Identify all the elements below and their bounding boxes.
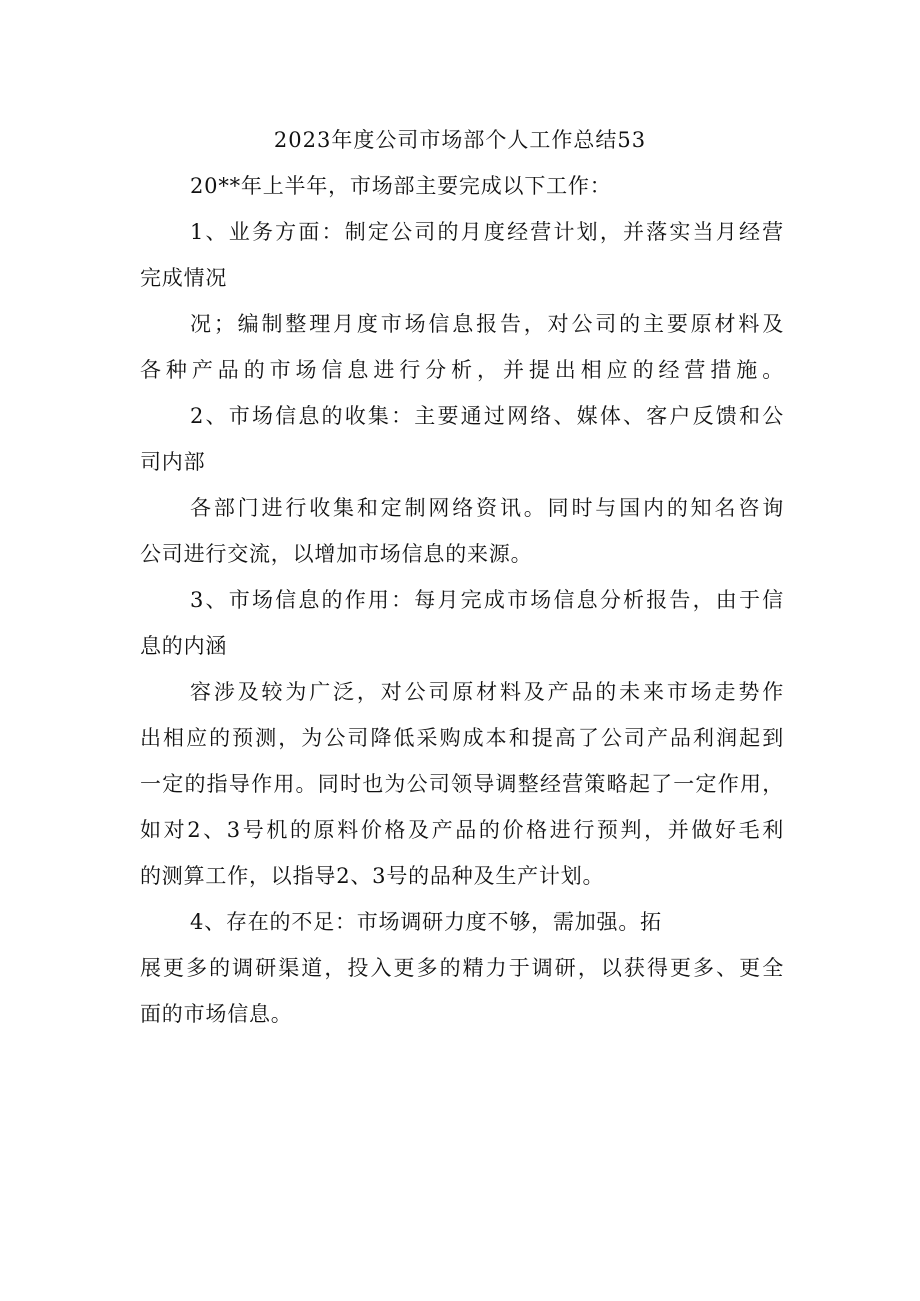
paragraph-line: 4、存在的不足：市场调研力度不够，需加强。拓 xyxy=(190,910,662,934)
paragraph-line: 3、市场信息的作用：每月完成市场信息分析报告，由于信 xyxy=(190,588,784,612)
paragraph-line: 2、市场信息的收集：主要通过网络、媒体、客户反馈和公 xyxy=(190,404,784,428)
paragraph-line: 展更多的调研渠道，投入更多的精力于调研，以获得更多、更全 xyxy=(140,956,784,980)
paragraph-line: 一定的指导作用。同时也为公司领导调整经营策略起了一定作用， xyxy=(140,772,784,796)
paragraph-line: 20**年上半年，市场部主要完成以下工作： xyxy=(190,174,612,198)
paragraph-line: 出相应的预测，为公司降低采购成本和提高了公司产品利润起到 xyxy=(140,726,784,750)
paragraph-line: 如对2、3号机的原料价格及产品的价格进行预判，并做好毛利 xyxy=(140,818,784,842)
paragraph-line: 完成情况 xyxy=(140,266,228,290)
paragraph-line: 各种产品的市场信息进行分析，并提出相应的经营措施。 xyxy=(140,358,784,382)
document-title: 2023年度公司市场部个人工作总结53 xyxy=(273,128,647,152)
paragraph-line: 1、业务方面：制定公司的月度经营计划，并落实当月经营 xyxy=(190,220,784,244)
paragraph-line: 司内部 xyxy=(140,450,206,474)
paragraph-line: 息的内涵 xyxy=(140,634,228,658)
paragraph-line: 况；编制整理月度市场信息报告，对公司的主要原材料及 xyxy=(190,312,784,336)
paragraph-line: 各部门进行收集和定制网络资讯。同时与国内的知名咨询 xyxy=(190,496,784,520)
paragraph-line: 面的市场信息。 xyxy=(140,1002,293,1026)
paragraph-line: 容涉及较为广泛，对公司原材料及产品的未来市场走势作 xyxy=(190,680,784,704)
paragraph-line: 公司进行交流，以增加市场信息的来源。 xyxy=(140,542,533,566)
paragraph-line: 的测算工作，以指导2、3号的品种及生产计划。 xyxy=(140,864,605,888)
